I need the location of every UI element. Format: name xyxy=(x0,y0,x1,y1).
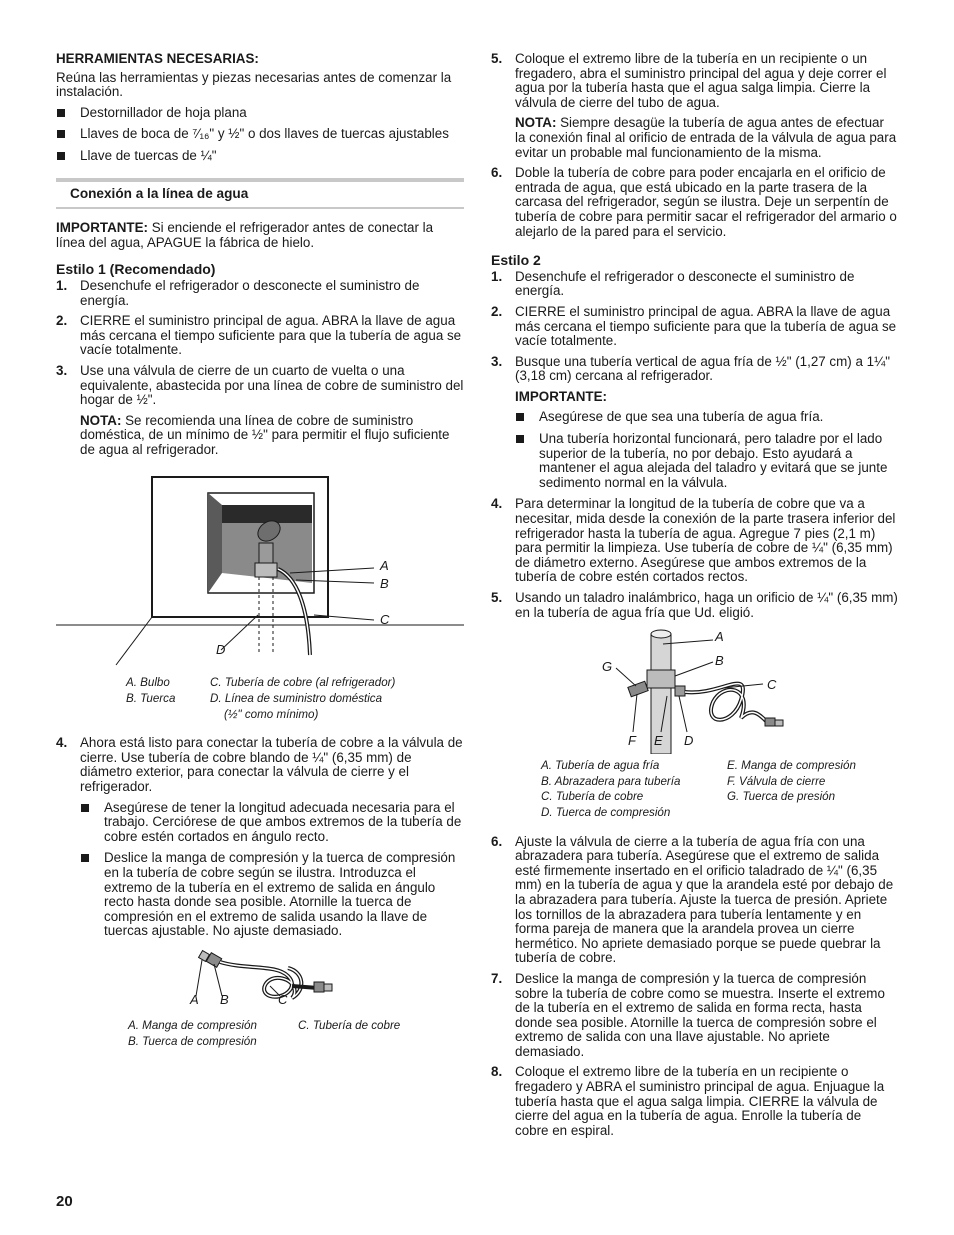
figure-letter: B xyxy=(715,653,724,669)
note-text: Siempre desagüe la tubería de agua antes de efectuar la conexión final al orificio de entrada de la válvula de agua para evitar un probable mal funcionamiento de la misma. xyxy=(515,115,897,160)
step-number: 2. xyxy=(491,303,503,319)
figure-letter: A xyxy=(190,991,199,1007)
figure2-caption xyxy=(128,1018,464,1049)
important-label: IMPORTANTE: xyxy=(515,388,607,404)
step-text: Desenchufe el refrigerador o desconecte el suministro de energía. xyxy=(515,268,855,299)
important-text: Si enciende el refrigerador antes de conectar la línea del agua, APAGUE la fábrica de hielo. xyxy=(56,220,434,250)
step-text: Deslice la manga de compresión y la tuerca de compresión sobre la tubería de cobre como se muestra. Inserte el extremo de la tubería en el extremo de salida en forma recta, hasta donde sea posible. Atornille la tuerca de compresión sobre el extremo de salida con una llave ajustable. No apriete demasiado. xyxy=(515,970,885,1059)
step-item xyxy=(491,52,898,160)
caption-item: A. Tubería de agua fría xyxy=(541,759,660,773)
figure-compression-fitting xyxy=(56,946,464,1012)
step-item xyxy=(491,1065,898,1138)
pipe-clamp-illustration xyxy=(491,626,898,754)
caption-item: A. Manga de compresión xyxy=(128,1018,257,1032)
figure-letter: C xyxy=(380,612,390,628)
step-number: 1. xyxy=(491,268,503,284)
caption-item: C. Tubería de cobre xyxy=(298,1018,401,1032)
list-item: Una tubería horizontal funcionará, pero taladre por el lado superior de la tubería, no por debajo. Esto ayudará a mantener el agua alejada del taladro y evitará que se junte sedimento normal en la válvula. xyxy=(515,432,898,490)
style2-steps xyxy=(491,270,898,620)
caption-item: F. Válvula de cierre xyxy=(727,774,826,788)
figure1-caption xyxy=(126,675,464,722)
step-text: Desenchufe el refrigerador o desconecte el suministro de energía. xyxy=(80,277,420,308)
figure-letter: C xyxy=(767,677,777,693)
caption-item: D. Línea de suministro doméstica xyxy=(210,692,383,706)
list-item: Asegúrese de que sea una tubería de agua fría. xyxy=(515,410,898,425)
figure-letter: A xyxy=(715,629,724,645)
important-label: IMPORTANTE: xyxy=(56,220,148,236)
step-text: Use una válvula de cierre de un cuarto de vuelta o una equivalente, abastecida por una línea de cobre de suministro del hogar de ½". xyxy=(80,362,464,408)
step-text: Usando un taladro inalámbrico, haga un orificio de ¼" (6,35 mm) en la tubería de agua fría que Ud. eligió. xyxy=(515,590,898,620)
figure-letter: D xyxy=(216,642,226,658)
tools-intro: Reúna las herramientas y piezas necesarias antes de comenzar la instalación. xyxy=(56,69,452,100)
step-item xyxy=(491,835,898,966)
step3-important xyxy=(515,390,898,405)
figure-valve-installation xyxy=(56,465,464,675)
step-item xyxy=(491,355,898,491)
step5-note xyxy=(515,116,898,160)
step-item xyxy=(56,314,464,358)
caption-item: B. Tuerca xyxy=(126,692,176,706)
note-label: NOTA: xyxy=(515,115,557,131)
note-label: NOTA: xyxy=(80,412,122,428)
step-number: 1. xyxy=(56,277,68,293)
step-text: Coloque el extremo libre de la tubería en un recipiente o fregadero y ABRA el suministro principal de agua. Enjuague la tubería hasta que el agua salga limpia. CIERRE la válvula de cierre del agua en la tubería de agua. Enrolle la tubería de cobre en espiral. xyxy=(515,1064,885,1138)
step-item xyxy=(491,305,898,349)
list-item: Deslice la manga de compresión y la tuerca de compresión en la tubería de cobre según se ilustra. Introduzca el extremo de la tubería en el extremo de salida en ángulo recto hasta donde sea posible. Atornille la tuerca de compresión en el extremo de salida usando la llave de tuercas ajustable. No ajuste demasiado. xyxy=(80,851,464,939)
figure-letter: C xyxy=(278,991,288,1007)
page-number: 20 xyxy=(56,1193,73,1210)
tools-heading: HERRAMIENTAS NECESARIAS: xyxy=(56,51,259,66)
figure-letter: E xyxy=(654,733,663,749)
figure-letter: B xyxy=(220,991,229,1007)
step3-bullets xyxy=(515,410,898,490)
step-item xyxy=(56,279,464,308)
figure-letter: F xyxy=(628,733,636,749)
list-item: Asegúrese de tener la longitud adecuada necesaria para el trabajo. Cerciórese de que ambos extremos de la tubería de cobre estén cortados en ángulo recto. xyxy=(80,801,464,845)
caption-item: (½" como mínimo) xyxy=(224,707,319,721)
important-note xyxy=(56,221,464,250)
step-text: Busque una tubería vertical de agua fría de ½" (1,27 cm) a 1¼" (3,18 cm) cercana al refrigerador. xyxy=(515,353,890,384)
step-item xyxy=(56,364,464,458)
right-column xyxy=(491,52,898,1144)
step-number: 5. xyxy=(491,590,503,605)
caption-item: E. Manga de compresión xyxy=(727,759,856,773)
valve-installation-illustration xyxy=(56,465,464,670)
step-number: 6. xyxy=(491,165,503,181)
caption-item: C. Tubería de cobre xyxy=(541,790,644,804)
style2-heading: Estilo 2 xyxy=(491,252,541,269)
section-title: Conexión a la línea de agua xyxy=(56,178,464,210)
style2-steps-continued xyxy=(491,835,898,1139)
caption-item: D. Tuerca de compresión xyxy=(541,805,671,819)
step-text: Doble la tubería de cobre para poder encajarla en el orificio de entrada de agua, que está ubicado en la parte trasera de la carcasa del refrigerador, según se ilustra. Deje un serpentín de tubería de cobre para permitir sacar el refrigerador del armario o alejarlo de la pared para el servicio. xyxy=(515,165,897,239)
caption-item: A. Bulbo xyxy=(126,676,170,690)
caption-item: B. Tuerca de compresión xyxy=(128,1034,257,1048)
step-item xyxy=(491,166,898,239)
figure-letter: G xyxy=(602,659,613,675)
step4-bullets xyxy=(80,801,464,939)
step-item xyxy=(491,497,898,585)
step-text: Para determinar la longitud de la tubería de cobre que va a necesitar, mida desde la conexión de la parte trasera inferior del refrigerador hasta la tubería de agua. Agregue 7 pies (2,1 m) para permitir la limpieza. Use tubería de cobre de ¼" (6,35 mm) de diámetro externo. Asegúrese que ambos extremos de la tubería de cobre estén cortados rectos. xyxy=(515,496,896,585)
step-number: 4. xyxy=(56,735,68,751)
step-number: 3. xyxy=(56,362,68,378)
step-item xyxy=(491,972,898,1060)
step-number: 5. xyxy=(491,51,503,66)
step-text: CIERRE el suministro principal de agua. ABRA la llave de agua más cercana el tiempo suficiente para que la tubería de agua se vacíe totalmente. xyxy=(80,313,462,358)
tools-list xyxy=(56,106,464,164)
figure-letter: D xyxy=(684,733,694,749)
step-text: CIERRE el suministro principal de agua. ABRA la llave de agua más cercana el tiempo suficiente para que la tubería de agua se vacíe totalmente. xyxy=(515,303,897,349)
step-number: 6. xyxy=(491,833,503,849)
step-number: 2. xyxy=(56,313,68,329)
step-number: 4. xyxy=(491,496,503,512)
left-column xyxy=(56,52,464,1049)
caption-item: C. Tubería de cobre (al refrigerador) xyxy=(210,676,396,690)
style1-steps xyxy=(56,279,464,458)
step-text: Coloque el extremo libre de la tubería en un recipiente o un fregadero, abra el suministro principal del agua y deje correr el agua por la tubería hasta que el agua salga limpia. Cierre la válvula de cierre del tubo de agua. xyxy=(515,51,887,110)
list-item: Llaves de boca de ⁷⁄₁₆" y ½" o dos llaves de tuercas ajustables xyxy=(56,127,464,142)
step3-note xyxy=(80,414,464,458)
caption-item: G. Tuerca de presión xyxy=(727,790,836,804)
caption-item: B. Abrazadera para tubería xyxy=(541,774,681,788)
style1-heading: Estilo 1 (Recomendado) xyxy=(56,261,216,278)
step-text: Ajuste la válvula de cierre a la tubería de agua fría con una abrazadera para tubería. Asegúrese que el extremo de salida esté firmemente insertado en el orificio taladrado de ¼" (6,35 mm) en la tubería de agua y que la arandela esté por debajo de la abrazadera para tubería. Ajuste la tuerca de presión. Apriete los tornillos de la abrazadera para tubería lentamente y en forma pareja de manera que la arandela provea un cierre hermético. No apriete demasiado porque se puede quebrar la tubería de cobre. xyxy=(515,833,894,966)
copper-tubing-illustration xyxy=(56,946,464,1012)
list-item: Llave de tuercas de ¼" xyxy=(56,149,464,164)
step-item xyxy=(491,591,898,620)
step-number: 7. xyxy=(491,970,503,986)
step-text: Ahora está listo para conectar la tubería de cobre a la válvula de cierre. Use tubería de cobre blando de ¼" (6,35 mm) de diámetro exterior, para conectar la válvula de cierre y el refrigerador. xyxy=(80,735,463,795)
style1-steps-continued xyxy=(56,736,464,939)
step-item xyxy=(56,736,464,939)
list-item: Destornillador de hoja plana xyxy=(56,106,464,121)
figure3-caption xyxy=(541,758,898,820)
step-number: 3. xyxy=(491,353,503,369)
style1-steps-right xyxy=(491,52,898,239)
step-item xyxy=(491,270,898,299)
figure-letter: A xyxy=(380,558,389,574)
step-number: 8. xyxy=(491,1064,503,1080)
note-text: Se recomienda una línea de cobre de suministro doméstica, de un mínimo de ½" para permitir el flujo suficiente de agua al refrigerador. xyxy=(80,412,450,457)
figure-pipe-clamp xyxy=(491,626,898,754)
figure-letter: B xyxy=(380,576,389,592)
